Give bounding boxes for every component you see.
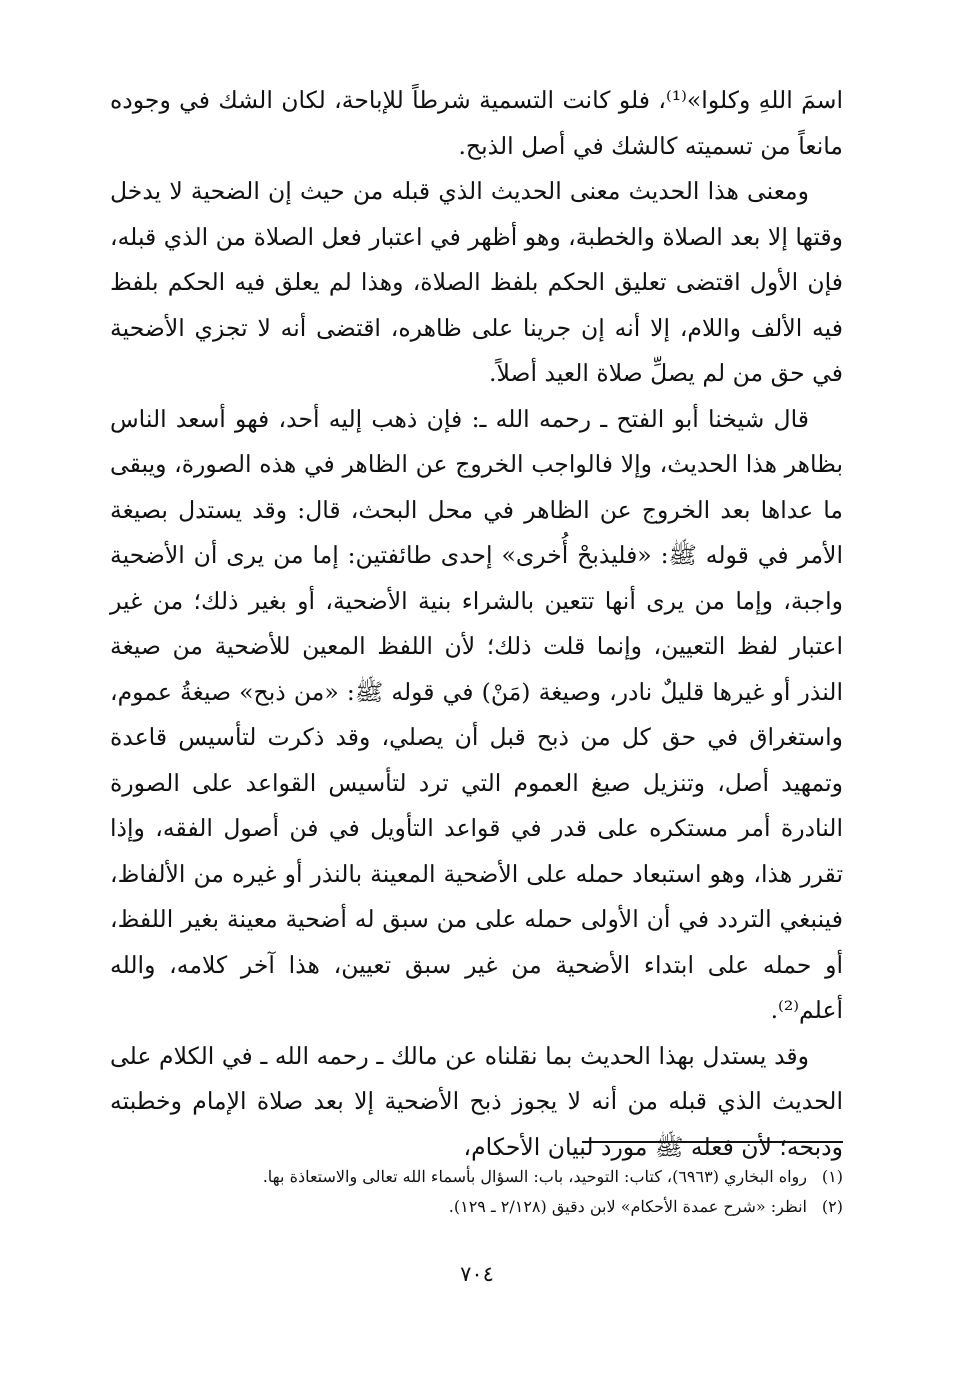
footnote-marker: (١): [821, 1167, 843, 1186]
paragraph-2: ومعنى هذا الحديث معنى الحديث الذي قبله من حيث إن الضحية لا يدخل وقتها إلا بعد الصلاة والخطبة، وهو أظهر في اعتبار فعل الصلاة من الذي قبله، فإن الأول اقتضى تعليق الحكم بلفظ الصلاة، وهذا لم يعلق فيه الحكم بلفظ فيه الألف واللام، إلا أنه إن جرينا على ظاهره، اقتضى أنه لا تجزي الأضحية في حق من لم يصلِّ صلاة العيد أصلاً.: [109, 177, 843, 387]
footnote-text: رواه البخاري (٦٩٦٣)، كتاب: التوحيد، باب: السؤال بأسماء الله تعالى والاستعاذة بها.: [262, 1167, 807, 1186]
paragraph-3: قال شيخنا أبو الفتح ـ رحمه الله ـ: فإن ذهب إليه أحد، فهو أسعد الناس بظاهر هذا الحديث، وإلا فالواجب الخروج عن الظاهر في هذه الصورة، ويبقى ما عداها بعد الخروج عن الظاهر في محل البحث، قال: وقد يستدل بصيغة الأمر في قوله ﷺ: «فليذبحْ أُخرى» إحدى طائفتين: إما من يرى أن الأضحية واجبة، وإما من يرى أنها تتعين بالشراء بنية الأضحية، أو بغير ذلك؛ من غير اعتبار لفظ التعيين، وإنما قلت ذلك؛ لأن اللفظ المعين للأضحية من صيغة النذر أو غيرها قليلٌ نادر، وصيغة (مَنْ) في قوله ﷺ: «من ذبح» صيغةُ عموم، واستغراق في حق كل من ذبح قبل أن يصلي، وقد ذكرت لتأسيس قاعدة وتمهيد أصل، وتنزيل صيغ العموم التي ترد لتأسيس القواعد على الصورة النادرة أمر مستكره على قدر في قواعد التأويل في فن أصول الفقه، وإذا تقرر هذا، وهو استبعاد حمله على الأضحية المعينة بالنذر أو غيره من الألفاظ، فينبغي التردد في أن الأولى حمله على من سبق له أضحية معينة بغير اللفظ، أو حمله على ابتداء الأضحية من غير سبق تعيين، هذا آخر كلامه، والله أعلم⁽²⁾.: [110, 404, 843, 1024]
footnote-marker: (٢): [821, 1197, 843, 1216]
main-text: [110, 78, 843, 1170]
page-number: ٧٠٤: [460, 1262, 494, 1286]
footnote-separator: [582, 1141, 843, 1143]
footnote-2: [110, 1192, 843, 1222]
paragraph-1: اسمَ اللهِ وكلوا»⁽¹⁾، فلو كانت التسمية شرطاً للإباحة، لكان الشك في وجوده مانعاً من تسميته كالشك في أصل الذبح.: [110, 86, 843, 160]
page-content: [110, 78, 843, 1170]
footnote-text: انظر: «شرح عمدة الأحكام» لابن دقيق (٢/١٢٨ ـ ١٢٩).: [448, 1197, 807, 1216]
footnotes: [110, 1162, 843, 1222]
footnote-1: [110, 1162, 843, 1192]
paragraph-4: وقد يستدل بهذا الحديث بما نقلناه عن مالك ـ رحمه الله ـ في الكلام على الحديث الذي قبله من أنه لا يجوز ذبح الأضحية إلا بعد صلاة الإمام وخطبته وذبحه؛ لأن فعله ﷺ مورد لبيان الأحكام،: [110, 1041, 843, 1161]
